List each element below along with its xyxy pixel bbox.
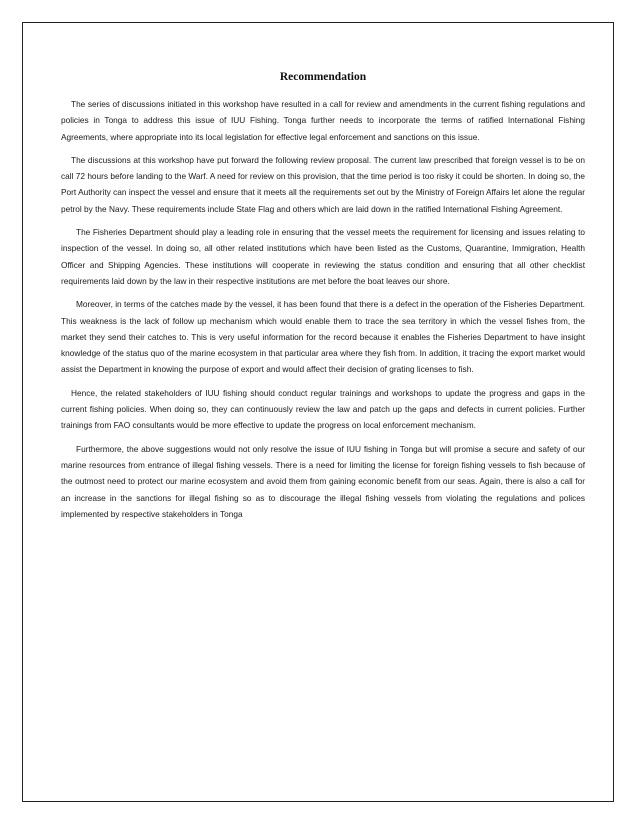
paragraph-furthermore: Furthermore, the above suggestions would not only resolve the issue of IUU fishing in Tonga but will promise a secure and safety of our marine resources from entrance of illegal fishing vessels. There is a need for limiting the license for foreign fishing vessels to fish because of the outmost need to protect our marine ecosystem and avoid them from gaining economic benefit from our seas. Again, there is also a call for an increase in the sanctions for illegal fishing so as to discourage the illegal fishing vessels from violating the regulations and polices implemented by respective stakeholders in Tonga <box>61 443 585 519</box>
paragraph-fisheries-role: The Fisheries Department should play a leading role in ensuring that the vessel meets the requirement for licensing and issues relating to inspection of the vessel. In doing so, all other related institutions which have been listed as the Customs, Quarantine, Immigration, Health Officer and Shipping Agencies. These institutions will cooperate in reviewing the status condition and ensuring that all other checklist requirements laid down by the law in their respective institutions are met before the boat leaves our shore. <box>61 227 585 286</box>
document-title: Recommendation <box>279 71 367 83</box>
paragraph-catches-defect: Moreover, in terms of the catches made by the vessel, it has been found that there is a defect in the operation of the Fisheries Department. This weakness is the lack of follow up mechanism which would enable them to trace the sea territory in which the vessel fishes from, the market they send their catches to. This is very useful information for the record because it enables the Fisheries Department to have insight knowledge of the status quo of the marine ecosystem in that particular area where they fish from. In addition, it tracing the export market would assist the Department in knowing the purpose of export and would affect their decision of grating licenses to fish. <box>61 299 585 375</box>
page-frame <box>22 22 614 802</box>
paragraph-review-call: The series of discussions initiated in this workshop have resulted in a call for review and amendments in the current fishing regulations and policies in Tonga to address this issue of IUU Fishing. Tonga further needs to incorporate the terms of ratified International Fishing Agreements, where appropriate into its local legislation for effective legal enforcement and sanctions on this issue. <box>61 99 585 142</box>
paragraph-review-proposal: The discussions at this workshop have put forward the following review proposal. The current law prescribed that foreign vessel is to be on call 72 hours before landing to the Warf. A need for review on this provision, that the time period is too risky it could be shorten. In doing so, the Port Authority can inspect the vessel and ensure that it meets all the requirements set out by the Ministry of Foreign Affairs let alone the regular petrol by the Navy. These requirements include State Flag and others which are laid down in the ratified International Fishing Agreement. <box>61 154 585 214</box>
paragraph-stakeholder-training: Hence, the related stakeholders of IUU fishing should conduct regular trainings and workshops to update the progress and gaps in the current fishing policies. When doing so, they can continuously review the law and patch up the gaps and defects in current policies. Further trainings from FAO consultants would be more effective to update the progress on local enforcement mechanism. <box>61 387 585 431</box>
document-body <box>61 71 585 529</box>
